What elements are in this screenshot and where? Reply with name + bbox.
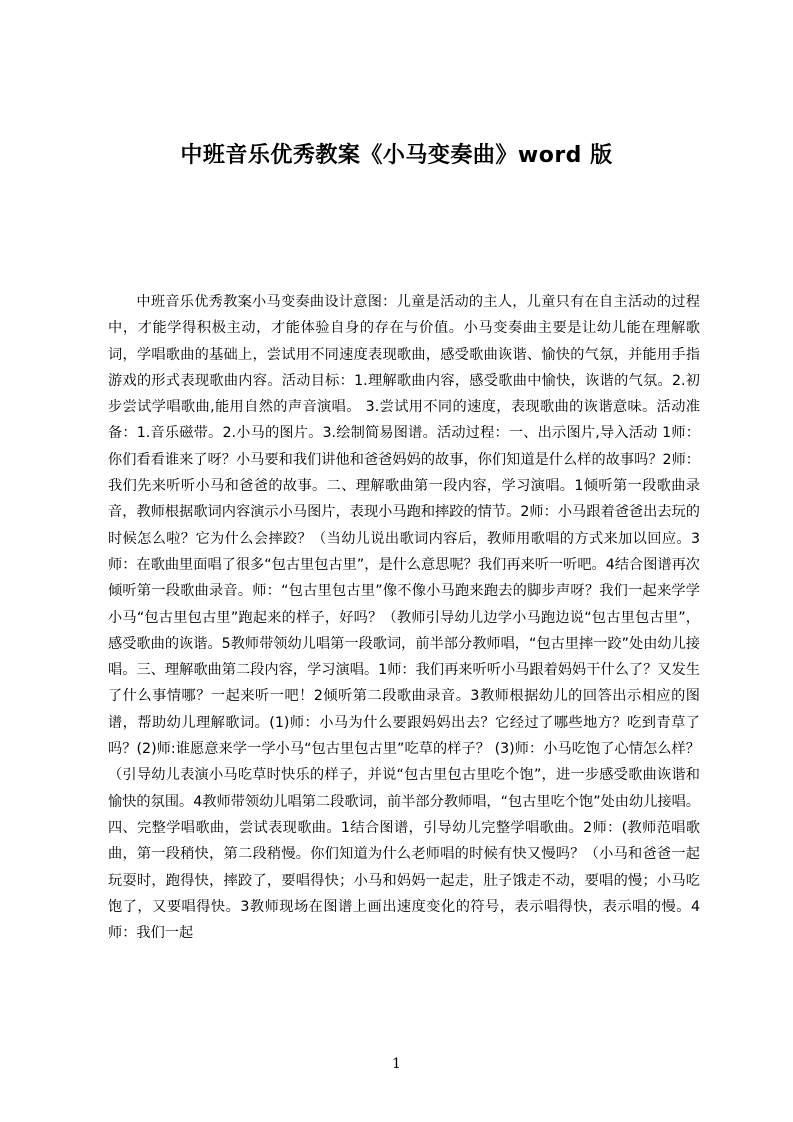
document-title: 中班音乐优秀教案《小马变奏曲》word 版: [180, 143, 613, 168]
page-number: 1: [392, 1056, 401, 1072]
document-body-paragraph: 中班音乐优秀教案小马变奏曲设计意图：儿童是活动的主人，儿童只有在自主活动的过程中，才能学得积极主动，才能体验自身的存在与价值。小马变奏曲主要是让幼儿能在理解歌词，学唱歌曲的基础上，尝试用不同速度表现歌曲，感受歌曲诙谐、愉快的气氛，并能用手指游戏的形式表现歌曲内容。活动目标：1.理解歌曲内容，感受歌曲中愉快，诙谐的气氛。2.初步尝试学唱歌曲,能用自然的声音演唱。 3.尝试用不同的速度，表现歌曲的诙谐意味。活动准备：1.音乐磁带。2.小马的图片。3.绘制简易图谱。活动过程：一、出示图片,导入活动 1师：你们看看谁来了呀？小马要和我们讲他和爸爸妈妈的故事，你们知道是什么样的故事吗？2师：我们先来听听小马和爸爸的故事。二、理解歌曲第一段内容，学习演唱。1倾听第一段歌曲录音，教师根据歌词内容演示小马图片，表现小马跑和摔跤的情节。2师：小马跟着爸爸出去玩的时候怎么啦？它为什么会摔跤？（当幼儿说出歌词内容后，教师用歌唱的方式来加以回应。3师：在歌曲里面唱了很多“包古里包古里”，是什么意思呢？我们再来听一听吧。4结合图谱再次倾听第一段歌曲录音。师：“包古里包古里”像不像小马跑来跑去的脚步声呀？我们一起来学学小马“包古里包古里”跑起来的样子，好吗？（教师引导幼儿边学小马跑边说“包古里包古里”，感受歌曲的诙谐。5教师带领幼儿唱第一段歌词，前半部分教师唱，“包古里摔一跤”处由幼儿接唱。三、理解歌曲第二段内容，学习演唱。1师：我们再来听听小马跟着妈妈干什么了？又发生了什么事情哪？一起来听一吧！2倾听第二段歌曲录音。3教师根据幼儿的回答出示相应的图谱，帮助幼儿理解歌词。(1)师：小马为什么要跟妈妈出去？它经过了哪些地方？吃到青草了吗？(2)师:谁愿意来学一学小马“包古里包古里”吃草的样子？ (3)师：小马吃饱了心情怎么样？（引导幼儿表演小马吃草时快乐的样子，并说“包古里包古里吃个饱”，进一步感受歌曲诙谐和愉快的氛围。4教师带领幼儿唱第二段歌词，前半部分教师唱，“包古里吃个饱”处由幼儿接唱。四、完整学唱歌曲，尝试表现歌曲。1结合图谱，引导幼儿完整学唱歌曲。2师：(教师范唱歌曲，第一段稍快，第二段稍慢。你们知道为什么老师唱的时候有快又慢吗？（小马和爸爸一起玩耍时，跑得快，摔跤了，要唱得快；小马和妈妈一起走，肚子饿走不动，要唱的慢；小马吃饱了，又要唱得快。3教师现场在图谱上画出速度变化的符号，表示唱得快，表示唱的慢。4师：我们一起: [108, 294, 700, 942]
